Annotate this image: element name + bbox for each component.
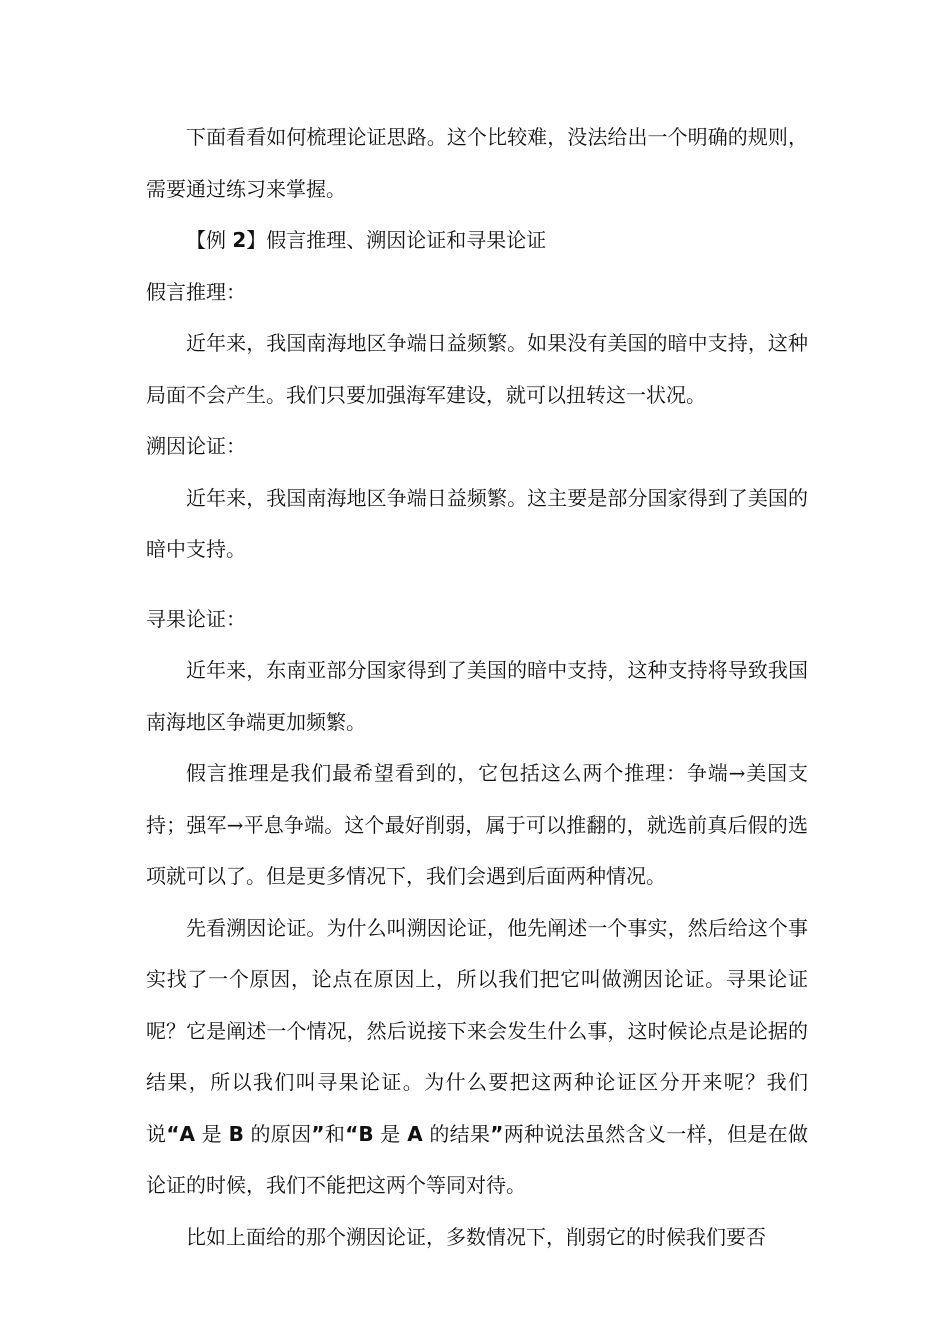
section-text-abductive: 近年来，我国南海地区争端日益频繁。这主要是部分国家得到了美国的暗中支持。 xyxy=(146,485,808,561)
analysis-paragraph-2 xyxy=(146,903,808,1212)
term-b-1: B xyxy=(228,1121,244,1146)
quote-open-2: “ xyxy=(345,1121,359,1146)
section-heading-abductive: 溯因论证： xyxy=(146,434,246,458)
text-is-2: 是 xyxy=(373,1121,408,1146)
analysis-paragraph-1: 假言推理是我们最希望看到的，它包括这么两个推理：争端→美国支持；强军→平息争端。这个最好削弱，属于可以推翻的，就选前真后假的选项就可以了。但是更多情况下，我们会遇到后面两种情况。 xyxy=(146,761,808,888)
analysis-paragraph-3: 比如上面给的那个溯因论证，多数情况下，削弱它的时候我们要否 xyxy=(186,1224,766,1249)
example-open-bracket: 【例 xyxy=(186,228,233,252)
example-close-bracket: 】 xyxy=(246,228,267,252)
example-title-text: 假言推理、溯因论证和寻果论证 xyxy=(266,228,547,252)
analysis-2-part1: 先看溯因论证。为什么叫溯因论证，他先阐述一个事实，然后给这个事实找了一个原因，论点在原因上，所以我们把它叫做溯因论证。寻果论证呢？它是阐述一个情况，然后说接下来会发生什么事，这时候论点是论据的结果，所以我们叫寻果论证。为什么要把这两种论证区分开来呢？我们说 xyxy=(146,915,808,1146)
section-text-hypothetical: 近年来，我国南海地区争端日益频繁。如果没有美国的暗中支持，这种局面不会产生。我们只要加强海军建设，就可以扭转这一状况。 xyxy=(146,331,808,407)
quote-close-1: ” xyxy=(311,1121,325,1146)
example-number: 2 xyxy=(232,228,247,252)
quote-open-1: “ xyxy=(166,1121,180,1146)
document-page xyxy=(146,112,808,1263)
text-is-1: 是 xyxy=(194,1121,229,1146)
text-of-cause: 的原因 xyxy=(243,1121,312,1146)
text-and: 和 xyxy=(324,1121,346,1146)
term-a-1: A xyxy=(179,1121,195,1146)
section-heading-hypothetical: 假言推理： xyxy=(146,279,246,304)
term-a-2: A xyxy=(407,1121,423,1146)
term-b-2: B xyxy=(358,1121,374,1146)
text-of-result: 的结果 xyxy=(422,1121,491,1146)
analysis-2-part2: 两种说法虽然含义一样，但是在做论证的时候，我们不能把这两个等同对待。 xyxy=(146,1121,809,1197)
section-text-consequence: 近年来，东南亚部分国家得到了美国的暗中支持，这种支持将导致我国南海地区争端更加频繁。 xyxy=(146,658,808,734)
intro-paragraph: 下面看看如何梳理论证思路。这个比较难，没法给出一个明确的规则，需要通过练习来掌握。 xyxy=(146,125,808,201)
spacer xyxy=(146,576,808,594)
example-title xyxy=(146,215,808,267)
quote-close-2: ” xyxy=(490,1121,504,1146)
section-heading-consequence: 寻果论证： xyxy=(146,606,246,631)
